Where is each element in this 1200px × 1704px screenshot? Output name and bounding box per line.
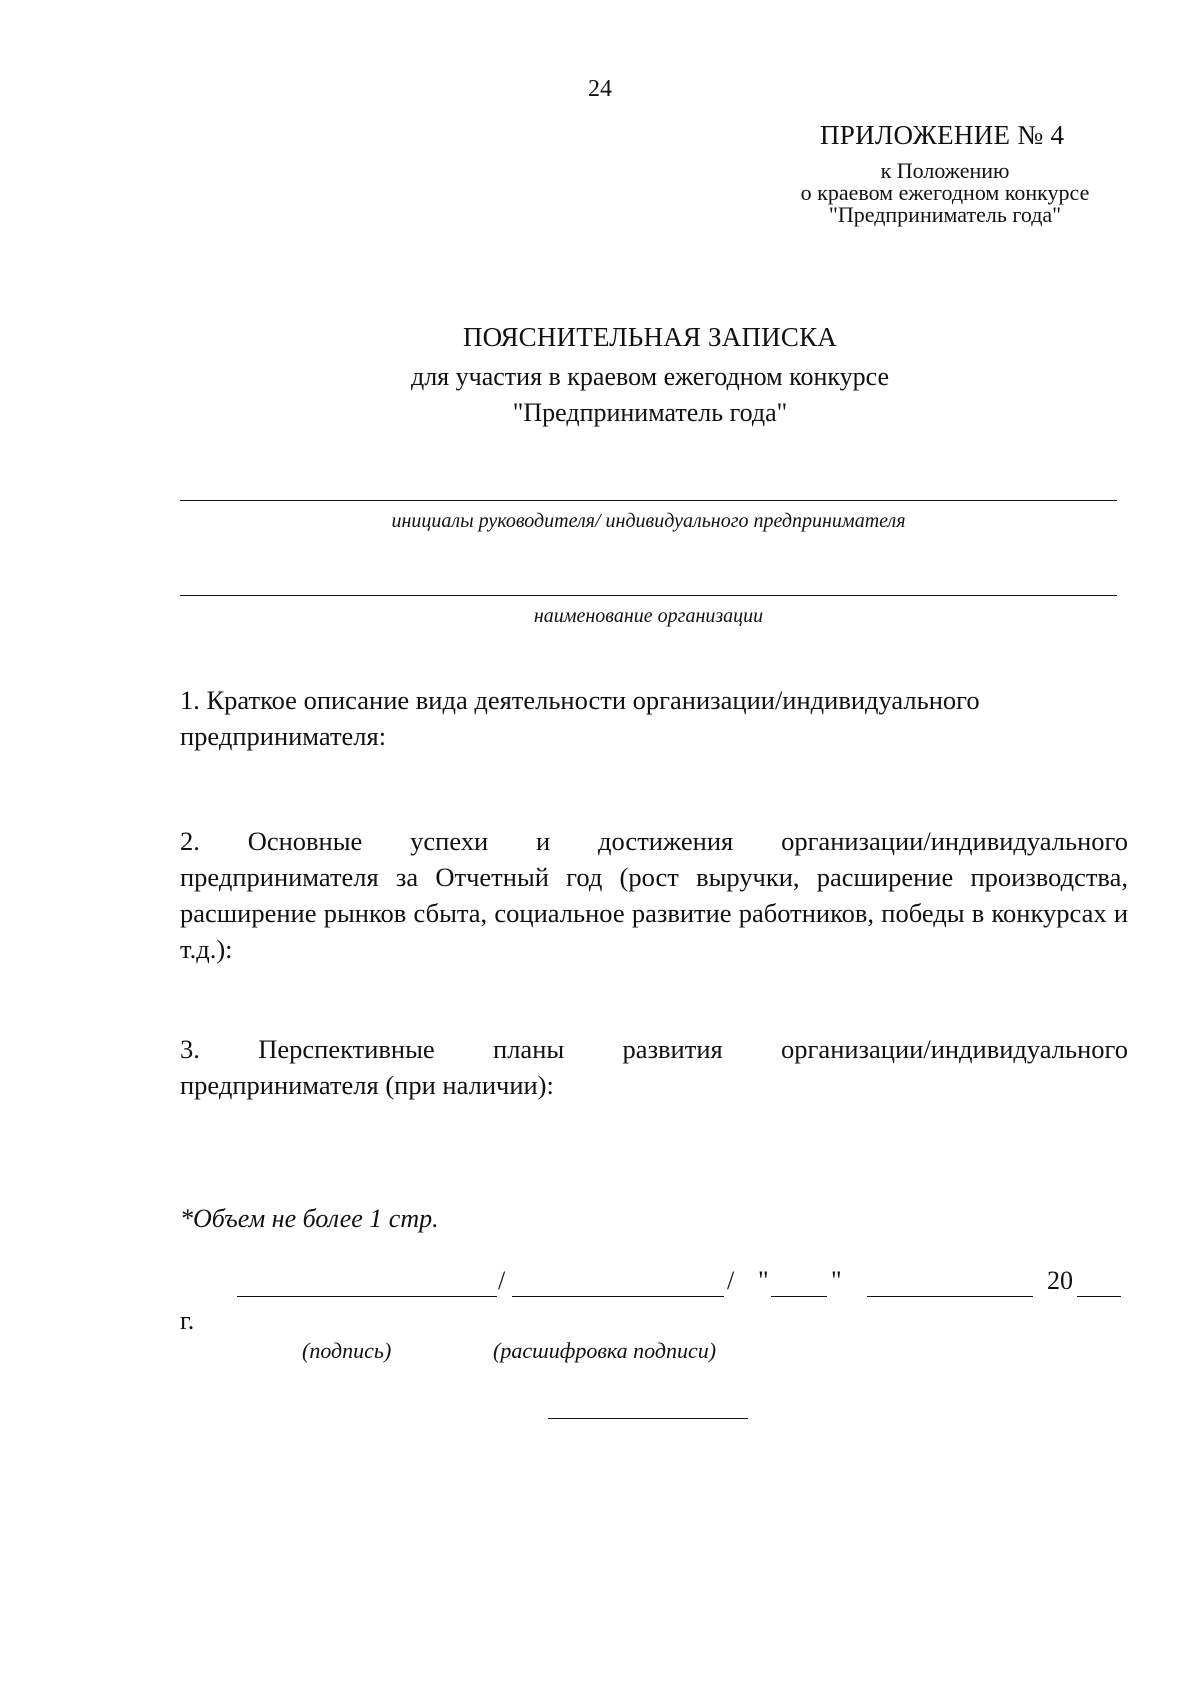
date-year-prefix: 20 (1047, 1266, 1073, 1295)
section-2-line-1: 2. Основные успехи и достижения организации/индивидуального (180, 826, 1128, 856)
appendix-reference-line-1: к Положению (880, 158, 1010, 183)
section-3-line-2: предпринимателя (при наличии): (180, 1070, 554, 1100)
date-year-suffix: г. (180, 1306, 195, 1335)
signature-decoding-line (512, 1296, 724, 1297)
date-year-line (1077, 1296, 1121, 1297)
section-2 (180, 823, 1128, 967)
appendix-reference-line-3: "Предприниматель года" (828, 202, 1062, 227)
appendix-reference (770, 160, 1120, 226)
section-3 (180, 1031, 1128, 1103)
document-subtitle-line-2: "Предприниматель года" (512, 398, 788, 427)
initials-field-line (180, 500, 1117, 501)
section-1 (180, 682, 1128, 754)
signature-line (237, 1296, 497, 1297)
date-day-line (771, 1296, 827, 1297)
initials-field-caption: инициалы руководителя/ индивидуального предпринимателя (391, 510, 906, 532)
document-subtitle-line-1: для участия в краевом ежегодном конкурсе (410, 362, 890, 391)
appendix-title: ПРИЛОЖЕНИЕ № 4 (820, 120, 1065, 150)
date-quote-open: " (758, 1266, 769, 1295)
document-subtitle (0, 359, 1200, 431)
section-1-line-2: предпринимателя: (180, 721, 387, 751)
section-2-text: предпринимателя за Отчетный год (рост выручки, расширение производства, расширение рынков сбыта, социальное развитие работников, победы в конкурсах и т.д.): (180, 862, 1128, 964)
page-number: 24 (588, 76, 612, 102)
signature-caption: (подпись) (302, 1338, 392, 1363)
document-title: ПОЯСНИТЕЛЬНАЯ ЗАПИСКА (462, 322, 837, 352)
date-quote-close: " (831, 1266, 842, 1295)
signature-decoding-caption: (расшифровка подписи) (493, 1338, 717, 1363)
organization-field-line (180, 595, 1117, 596)
signature-slash-2: / (727, 1266, 735, 1295)
organization-field-caption: наименование организации (533, 605, 764, 627)
closing-separator (548, 1418, 748, 1419)
appendix-reference-line-2: о краевом ежегодном конкурсе (800, 180, 1090, 205)
volume-note: *Объем не более 1 стр. (180, 1204, 439, 1233)
signature-slash-1: / (498, 1266, 506, 1295)
section-1-line-1: 1. Краткое описание вида деятельности организации/индивидуального (180, 685, 980, 715)
section-3-line-1: 3. Перспективные планы развития организации/индивидуального (180, 1034, 1128, 1064)
date-month-line (867, 1296, 1033, 1297)
